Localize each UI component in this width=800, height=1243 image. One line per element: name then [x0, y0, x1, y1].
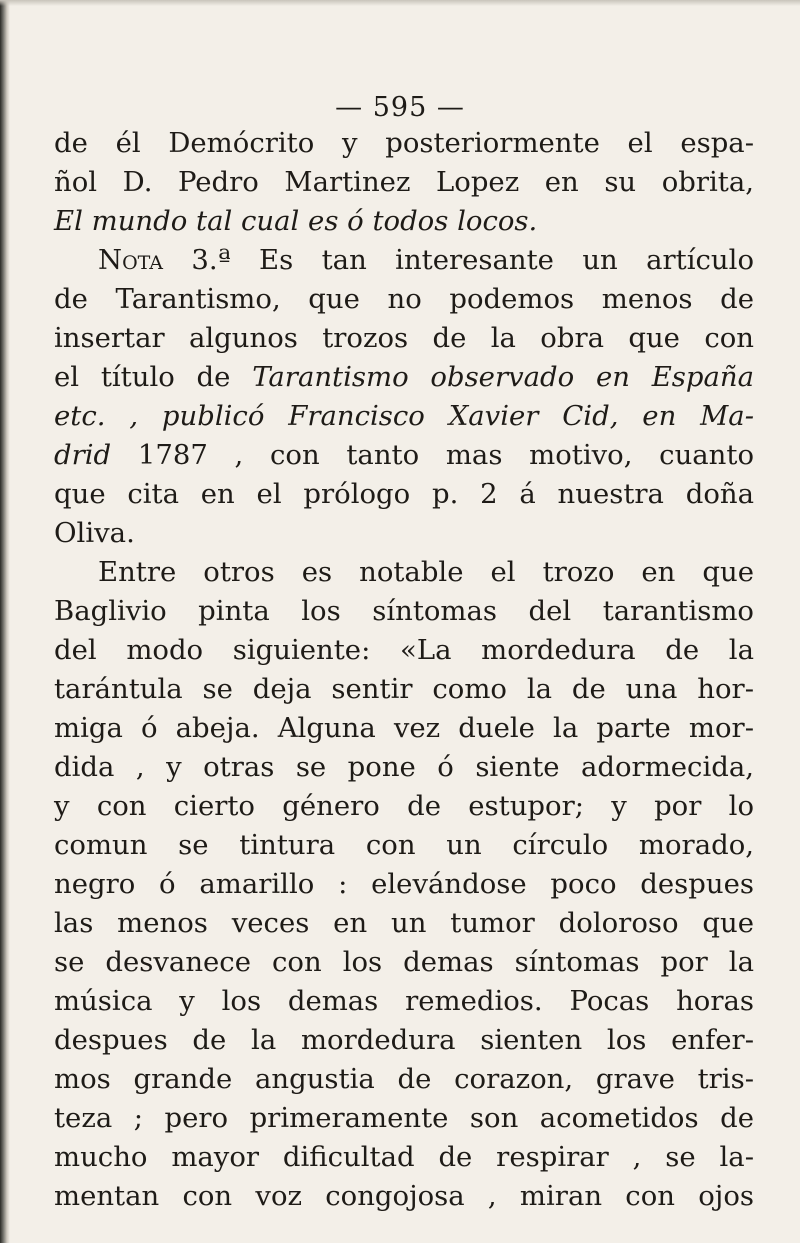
text-line: que cita en el prólogo p. 2 á nuestra doña: [54, 478, 754, 510]
text-line: mucho mayor dificultad de respirar , se la-: [54, 1141, 754, 1173]
text-line: teza ; pero primeramente son acometidos de: [54, 1102, 754, 1134]
text-line: se desvanece con los demas síntomas por la: [54, 946, 754, 978]
text-line: música y los demas remedios. Pocas horas: [54, 985, 754, 1017]
work-title: Tarantismo observado en España: [252, 361, 754, 393]
page-gutter-shadow: [0, 0, 10, 1243]
page-top-edge: [0, 0, 800, 6]
text-line: Baglivio pinta los síntomas del tarantismo: [54, 595, 754, 627]
text-line: etc. , publicó Francisco Xavier Cid, en Ma-: [54, 400, 754, 432]
text-line: el título de Tarantismo observado en España: [54, 361, 754, 393]
text-line: tarántula se deja sentir como la de una hor-: [54, 673, 754, 705]
text-line: mos grande angustia de corazon, grave tris-: [54, 1063, 754, 1095]
text-line: miga ó abeja. Alguna vez duele la parte mor-: [54, 712, 754, 744]
text-line: negro ó amarillo : elevándose poco despues: [54, 868, 754, 900]
page-number: — 595 —: [335, 92, 465, 123]
note-label: Nota: [98, 244, 163, 276]
text-line: drid 1787 , con tanto mas motivo, cuanto: [54, 439, 754, 471]
text-line: ñol D. Pedro Martinez Lopez en su obrita,: [54, 166, 754, 198]
text-line-book-title: El mundo tal cual es ó todos locos.: [54, 205, 538, 237]
text-line: de Tarantismo, que no podemos menos de: [54, 283, 754, 315]
body-text: [54, 124, 754, 1216]
text-line-note-heading: Nota 3.ª Es tan interesante un artículo: [98, 244, 754, 276]
text-line: insertar algunos trozos de la obra que con: [54, 322, 754, 354]
text-line: despues de la mordedura sienten los enfer-: [54, 1024, 754, 1056]
text-line-paragraph-start: Entre otros es notable el trozo en que: [98, 556, 754, 588]
text-line: dida , y otras se pone ó siente adormecida,: [54, 751, 754, 783]
text-line: del modo siguiente: «La mordedura de la: [54, 634, 754, 666]
text-line: comun se tintura con un círculo morado,: [54, 829, 754, 861]
text-line: y con cierto género de estupor; y por lo: [54, 790, 754, 822]
text-line: mentan con voz congojosa , miran con ojos: [54, 1180, 754, 1212]
text-line: Oliva.: [54, 517, 135, 549]
text-line: de él Demócrito y posteriormente el espa-: [54, 127, 754, 159]
text-line: las menos veces en un tumor doloroso que: [54, 907, 754, 939]
